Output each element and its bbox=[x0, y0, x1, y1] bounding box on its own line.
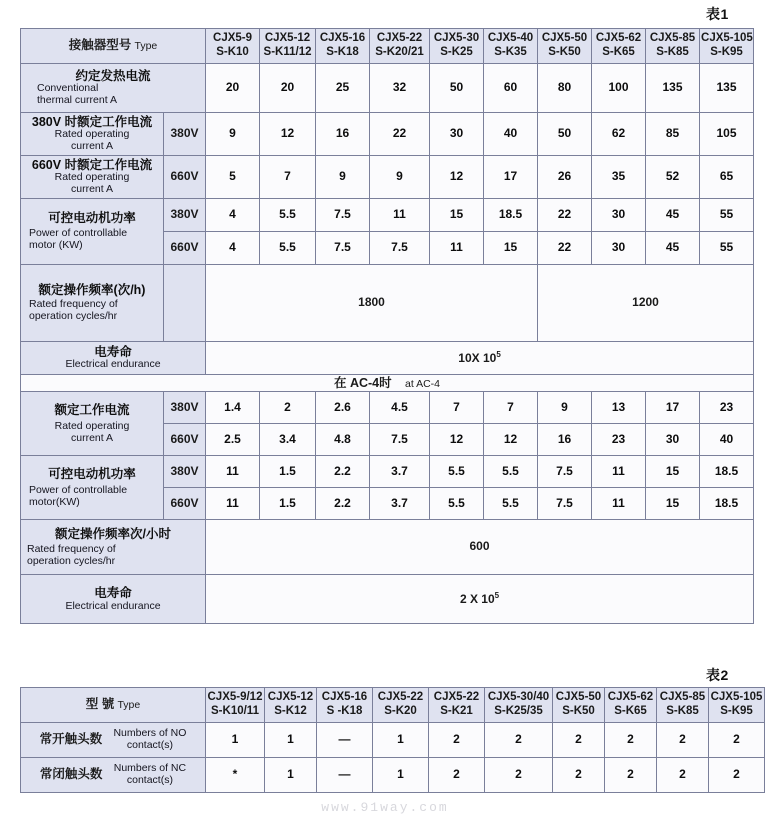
table-row-nc-contacts: 常闭触头数 Numbers of NC contact(s) * 1 — 1 2 2 2 2 2 2 bbox=[21, 757, 765, 792]
row-label-no-contacts: 常开触头数 Numbers of NO contact(s) bbox=[21, 722, 206, 757]
voltage-cell-ac4-power-660: 660V bbox=[164, 488, 206, 520]
model-column-9: CJX5-105 S-K95 bbox=[700, 29, 754, 64]
table2-header-row bbox=[21, 688, 765, 723]
table2-model-column-3: CJX5-22 S-K20 bbox=[373, 688, 429, 723]
table2-model-column-9: CJX5-105 S-K95 bbox=[709, 688, 765, 723]
header-type-label bbox=[21, 29, 206, 64]
model-column-2: CJX5-16 S-K18 bbox=[316, 29, 370, 64]
table-row-ac4-frequency bbox=[21, 520, 754, 575]
model-column-6: CJX5-50 S-K50 bbox=[538, 29, 592, 64]
row-label-nc-contacts: 常闭触头数 Numbers of NC contact(s) bbox=[21, 757, 206, 792]
ac4-endurance-value: 2 X $10^5$ bbox=[206, 575, 754, 624]
site-watermark: www.91way.com bbox=[321, 800, 449, 815]
table2-model-column-8: CJX5-85 S-K85 bbox=[657, 688, 709, 723]
row-label-thermal-current: 约定发热电流 Conventional thermal current A bbox=[21, 63, 206, 112]
row-label-ac4-frequency: 额定操作频率次/小时 Rated frequency of operation cycles/hr bbox=[21, 520, 206, 575]
row-label-motor-power: 可控电动机功率 Power of controllable motor (KW) bbox=[21, 198, 164, 264]
model-column-8: CJX5-85 S-K85 bbox=[646, 29, 700, 64]
row-label-ac4-motor-power: 可控电动机功率 Power of controllable motor(KW) bbox=[21, 456, 164, 520]
table-row-rated-current-660: 660V 时额定工作电流 Rated operating current A 660V 5 7 9 9 12 17 26 35 52 65 bbox=[21, 155, 754, 198]
header-type-label-en: Type bbox=[134, 39, 158, 52]
contact-count-table bbox=[20, 687, 765, 793]
frequency-value-right: 1200 bbox=[538, 264, 754, 341]
table2-header-label-cn: 型 號 bbox=[85, 696, 115, 711]
table-row-electrical-endurance bbox=[21, 341, 754, 374]
ac4-frequency-value: 600 bbox=[206, 520, 754, 575]
table-row-ac4-power-660: 660V 11 1.5 2.2 3.7 5.5 5.5 7.5 11 15 18.5 bbox=[21, 488, 754, 520]
table2-model-column-6: CJX5-50 S-K50 bbox=[553, 688, 605, 723]
voltage-cell-ac4-current-660: 660V bbox=[164, 424, 206, 456]
table-row-no-contacts: 常开触头数 Numbers of NO contact(s) 1 1 — 1 2 2 2 2 2 2 bbox=[21, 722, 765, 757]
table-row-ac4-power-380: 可控电动机功率 Power of controllable motor(KW) 380V 11 1.5 2.2 3.7 5.5 5.5 7.5 11 15 18.5 bbox=[21, 456, 754, 488]
table1-caption: 表1 bbox=[706, 6, 729, 22]
row-label-rated-current-660: 660V 时额定工作电流 Rated operating current A bbox=[21, 155, 164, 198]
table2-model-column-2: CJX5-16 S -K18 bbox=[317, 688, 373, 723]
row-label-electrical-endurance: 电寿命 Electrical endurance bbox=[21, 341, 206, 374]
ac4-divider-label: 在 AC-4时 at AC-4 bbox=[21, 374, 754, 392]
row-label-ac4-endurance: 电寿命 Electrical endurance bbox=[21, 575, 206, 624]
table2-model-column-7: CJX5-62 S-K65 bbox=[605, 688, 657, 723]
table2-model-column-4: CJX5-22 S-K21 bbox=[429, 688, 485, 723]
model-column-5: CJX5-40 S-K35 bbox=[484, 29, 538, 64]
model-column-0: CJX5-9 S-K10 bbox=[206, 29, 260, 64]
voltage-cell-power-380: 380V bbox=[164, 198, 206, 231]
table-row-ac4-current-660: 660V 2.5 3.4 4.8 7.5 12 12 16 23 30 40 bbox=[21, 424, 754, 456]
table2-model-column-5: CJX5-30/40 S-K25/35 bbox=[485, 688, 553, 723]
table-row-ac4-current-380: 额定工作电流 Rated operating current A 380V 1.4 2 2.6 4.5 7 7 9 13 17 23 bbox=[21, 392, 754, 424]
row-label-rated-current-380: 380V 时额定工作电流 Rated operating current A bbox=[21, 112, 164, 155]
endurance-value: 10X $10^5$ bbox=[206, 341, 754, 374]
table-row-operation-frequency bbox=[21, 264, 754, 341]
table1-header-row bbox=[21, 29, 754, 64]
voltage-cell-380: 380V bbox=[164, 112, 206, 155]
frequency-value-left: 1800 bbox=[206, 264, 538, 341]
table2-header-type-label bbox=[21, 688, 206, 723]
table-row-thermal-current: 约定发热电流 Conventional thermal current A 20 20 25 32 50 60 80 100 135 135 bbox=[21, 63, 754, 112]
table-row-ac4-divider bbox=[21, 374, 754, 392]
voltage-cell-ac4-power-380: 380V bbox=[164, 456, 206, 488]
model-column-1: CJX5-12 S-K11/12 bbox=[260, 29, 316, 64]
table2-caption: 表2 bbox=[706, 667, 729, 683]
header-type-label-cn: 接触器型号 bbox=[68, 37, 132, 52]
table2-header-label-en: Type bbox=[117, 698, 141, 711]
table2-model-column-0: CJX5-9/12 S-K10/11 bbox=[206, 688, 265, 723]
model-column-4: CJX5-30 S-K25 bbox=[430, 29, 484, 64]
table-row-motor-power-660: 660V 4 5.5 7.5 7.5 11 15 22 30 45 55 bbox=[21, 231, 754, 264]
row-label-operation-frequency: 额定操作频率(次/h) Rated frequency of operation cycles/hr bbox=[21, 264, 164, 341]
voltage-cell-660: 660V bbox=[164, 155, 206, 198]
table2-model-column-1: CJX5-12 S-K12 bbox=[265, 688, 317, 723]
model-column-3: CJX5-22 S-K20/21 bbox=[370, 29, 430, 64]
table-row-rated-current-380: 380V 时额定工作电流 Rated operating current A 380V 9 12 16 22 30 40 50 62 85 105 bbox=[21, 112, 754, 155]
contactor-spec-table bbox=[20, 28, 754, 624]
row-label-ac4-rated-current: 额定工作电流 Rated operating current A bbox=[21, 392, 164, 456]
frequency-spacer-cell bbox=[164, 264, 206, 341]
table-row-motor-power-380: 可控电动机功率 Power of controllable motor (KW) 380V 4 5.5 7.5 11 15 18.5 22 30 45 55 bbox=[21, 198, 754, 231]
voltage-cell-power-660: 660V bbox=[164, 231, 206, 264]
voltage-cell-ac4-current-380: 380V bbox=[164, 392, 206, 424]
table-row-ac4-endurance bbox=[21, 575, 754, 624]
model-column-7: CJX5-62 S-K65 bbox=[592, 29, 646, 64]
